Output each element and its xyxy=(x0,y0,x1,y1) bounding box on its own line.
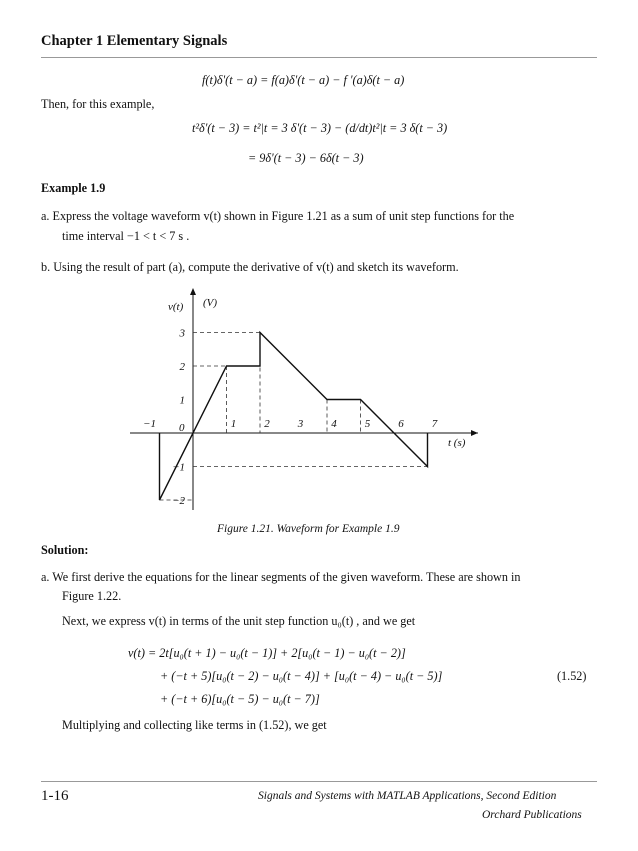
x-tick-label: 7 xyxy=(431,418,438,430)
x-tick-label: 5 xyxy=(364,418,371,430)
x-tick-label: −1 xyxy=(143,418,156,430)
publisher: Orchard Publications xyxy=(482,809,582,821)
y-tick-label: 1 xyxy=(179,394,185,407)
footer-rule xyxy=(41,781,597,782)
x-tick-label: 6 xyxy=(398,418,404,430)
origin-label: 0 xyxy=(179,422,185,434)
solution-a-line-1: a. We first derive the equations for the linear segments of the given waveform. These are shown in xyxy=(41,570,521,584)
y-tick-label: −2 xyxy=(172,495,185,507)
part-a-line-1: a. Express the voltage waveform v(t) shown in Figure 1.21 as a sum of unit step functions for the xyxy=(41,209,515,223)
then-text: Then, for this example, xyxy=(41,97,155,111)
y-tick-label: −1 xyxy=(172,461,185,474)
x-tick-label: 2 xyxy=(264,418,270,430)
book-title: Signals and Systems with MATLAB Applications, Second Edition xyxy=(258,790,557,802)
y-axis-unit: (V) xyxy=(203,297,218,309)
equation-152-line-2: + (−t + 5)[u₀(t − 2) − u₀(t − 4)] + [u₀(t − 4) − u₀(t − 5)] xyxy=(160,669,443,683)
equation-152-line-3: + (−t + 6)[u₀(t − 5) − u₀(t − 7)] xyxy=(160,692,320,706)
part-b-text: b. Using the result of part (a), compute the derivative of v(t) and sketch its waveform. xyxy=(41,260,459,274)
page-number: 1-16 xyxy=(41,788,69,804)
example-heading: Example 1.9 xyxy=(41,181,106,195)
y-tick-label: 3 xyxy=(179,327,185,340)
equation-2: t²δ'(t − 3) = t²|t = 3 δ'(t − 3) − (d/dt)t²|t = 3 δ(t − 3) xyxy=(192,121,448,135)
equation-152-line-1: v(t) = 2t[u₀(t + 1) − u₀(t − 1)] + 2[u₀(t − 1) − u₀(t − 2)] xyxy=(128,646,406,660)
x-tick-label: 3 xyxy=(297,418,304,430)
x-tick-label: 1 xyxy=(230,418,237,430)
equation-number: (1.52) xyxy=(557,669,587,683)
waveform-line xyxy=(160,333,428,501)
chapter-title: Chapter 1 Elementary Signals xyxy=(41,33,228,49)
y-axis-label: v(t) xyxy=(168,301,184,313)
x-axis-label: t (s) xyxy=(448,437,466,449)
part-a-line-2: time interval −1 < t < 7 s . xyxy=(62,229,190,243)
next-text: Next, we express v(t) in terms of the unit step function u₀(t) , and we get xyxy=(62,614,416,628)
equation-1: f(t)δ'(t − a) = f(a)δ'(t − a) − f '(a)δ(t − a) xyxy=(202,73,405,87)
figure-caption: Figure 1.21. Waveform for Example 1.9 xyxy=(217,523,400,535)
x-axis-arrow xyxy=(471,430,478,436)
y-axis-arrow xyxy=(190,288,196,295)
final-text: Multiplying and collecting like terms in (1.52), we get xyxy=(62,718,327,732)
waveform-chart xyxy=(130,288,478,510)
y-tick-label: 2 xyxy=(179,361,185,373)
x-tick-label: 4 xyxy=(331,418,337,430)
solution-a-line-2: Figure 1.22. xyxy=(62,589,122,603)
solution-heading: Solution: xyxy=(41,543,89,557)
equation-3: = 9δ'(t − 3) − 6δ(t − 3) xyxy=(248,151,364,165)
